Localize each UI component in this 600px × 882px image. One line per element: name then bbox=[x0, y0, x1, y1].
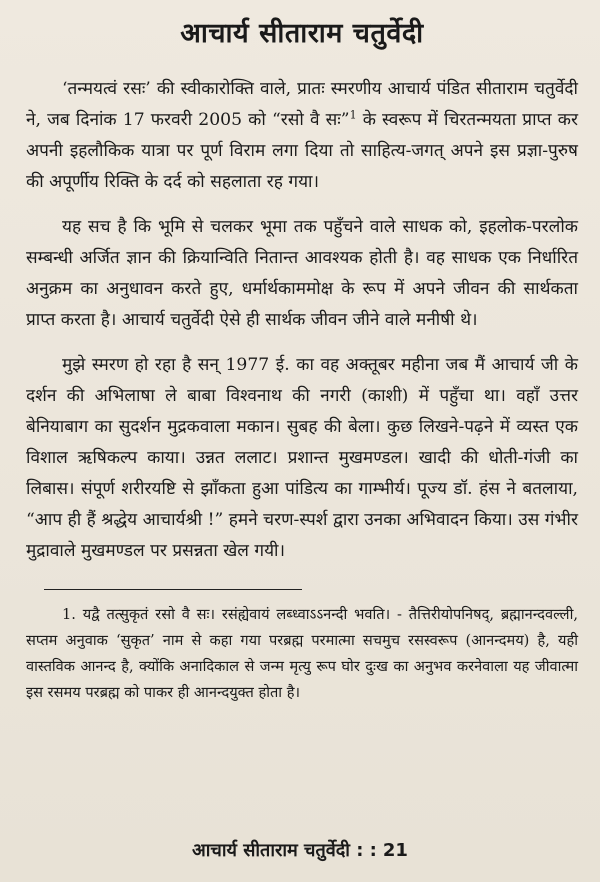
page-number: 21 bbox=[382, 840, 408, 861]
page-footer bbox=[0, 838, 600, 864]
paragraph-1-text-a: ‘तन्मयत्वं रसः’ की स्वीकारोक्ति वाले, प्रातः स्मरणीय आचार्य पंडित सीताराम चतुर्वेदी ने, जब दिनांक 17 फरवरी 2005 को “रसो वै सः” bbox=[26, 79, 578, 130]
footnote: 1. यद्वै तत्सुकृतं रसो वै सः। रसंह्येवायं लब्ध्वाऽऽनन्दी भवति। - तैत्तिरीयोपनिषद्, ब्रह्मानन्दवल्ली, सप्तम अनुवाक ‘सुकृत’ नाम से कहा गया परब्रह्म परमात्मा सचमुच रसस्वरूप (आनन्दमय) है, यही वास्तविक आनन्द है, क्योंकि अनादिकाल से जन्म मृत्यु रूप घोर दुःख का अनुभव करनेवाला यह जीवात्मा इस रसमय परब्रह्म को पाकर ही आनन्दयुक्त होता है। bbox=[26, 606, 578, 701]
paragraph-3: मुझे स्मरण हो रहा है सन् 1977 ई. का वह अक्तूबर महीना जब मैं आचार्य जी के दर्शन की अभिलाषा ले बाबा विश्वनाथ की नगरी (काशी) में पहुँचा था। वहाँ उत्तर बेनियाबाग का सुदर्शन मुद्रकवाला मकान। सुबह की बेला। कुछ लिखने-पढ़ने में व्यस्त एक विशाल ऋषिकल्प काया। उन्नत ललाट। प्रशान्त मुखमण्डल। खादी की धोती-गंजी का लिबास। संपूर्ण शरीरयष्टि से झाँकता हुआ पांडित्य का गाम्भीर्य। पूज्य डॉ. हंस ने बतलाया, “आप ही हैं श्रद्धेय आचार्यश्री !” हमने चरण-स्पर्श द्वारा उनका अभिवादन किया। उस गंभीर मुद्रावाले मुखमण्डल पर प्रसन्नता खेल गयी। bbox=[26, 355, 578, 561]
running-title: आचार्य सीताराम चतुर्वेदी : : bbox=[192, 840, 377, 861]
footnote-divider bbox=[44, 589, 302, 590]
paragraph-1-text-b: के स्वरूप में चिरतन्मयता प्राप्त कर अपनी इहलौकिक यात्रा पर पूर्ण विराम लगा दिया तो साहित्य-जगत् अपने इस प्रज्ञा-पुरुष की अपूर्णीय रिक्ति के दर्द को सहलाता रह गया। bbox=[26, 110, 578, 192]
paragraph-2: यह सच है कि भूमि से चलकर भूमा तक पहुँचने वाले साधक को, इहलोक-परलोक सम्बन्धी अर्जित ज्ञान की क्रियान्विति नितान्त आवश्यक होती है। वह साधक एक निर्धारित अनुक्रम का अनुधावन करते हुए, धर्मार्थकाममोक्ष के रूप में अपने जीवन की सार्थकता प्राप्त करता है। आचार्य चतुर्वेदी ऐसे ही सार्थक जीवन जीने वाले मनीषी थे। bbox=[26, 217, 578, 330]
footnote-marker: 1 bbox=[349, 108, 357, 122]
page-title: आचार्य सीताराम चतुर्वेदी bbox=[180, 18, 424, 49]
paragraph-1 bbox=[26, 74, 578, 198]
